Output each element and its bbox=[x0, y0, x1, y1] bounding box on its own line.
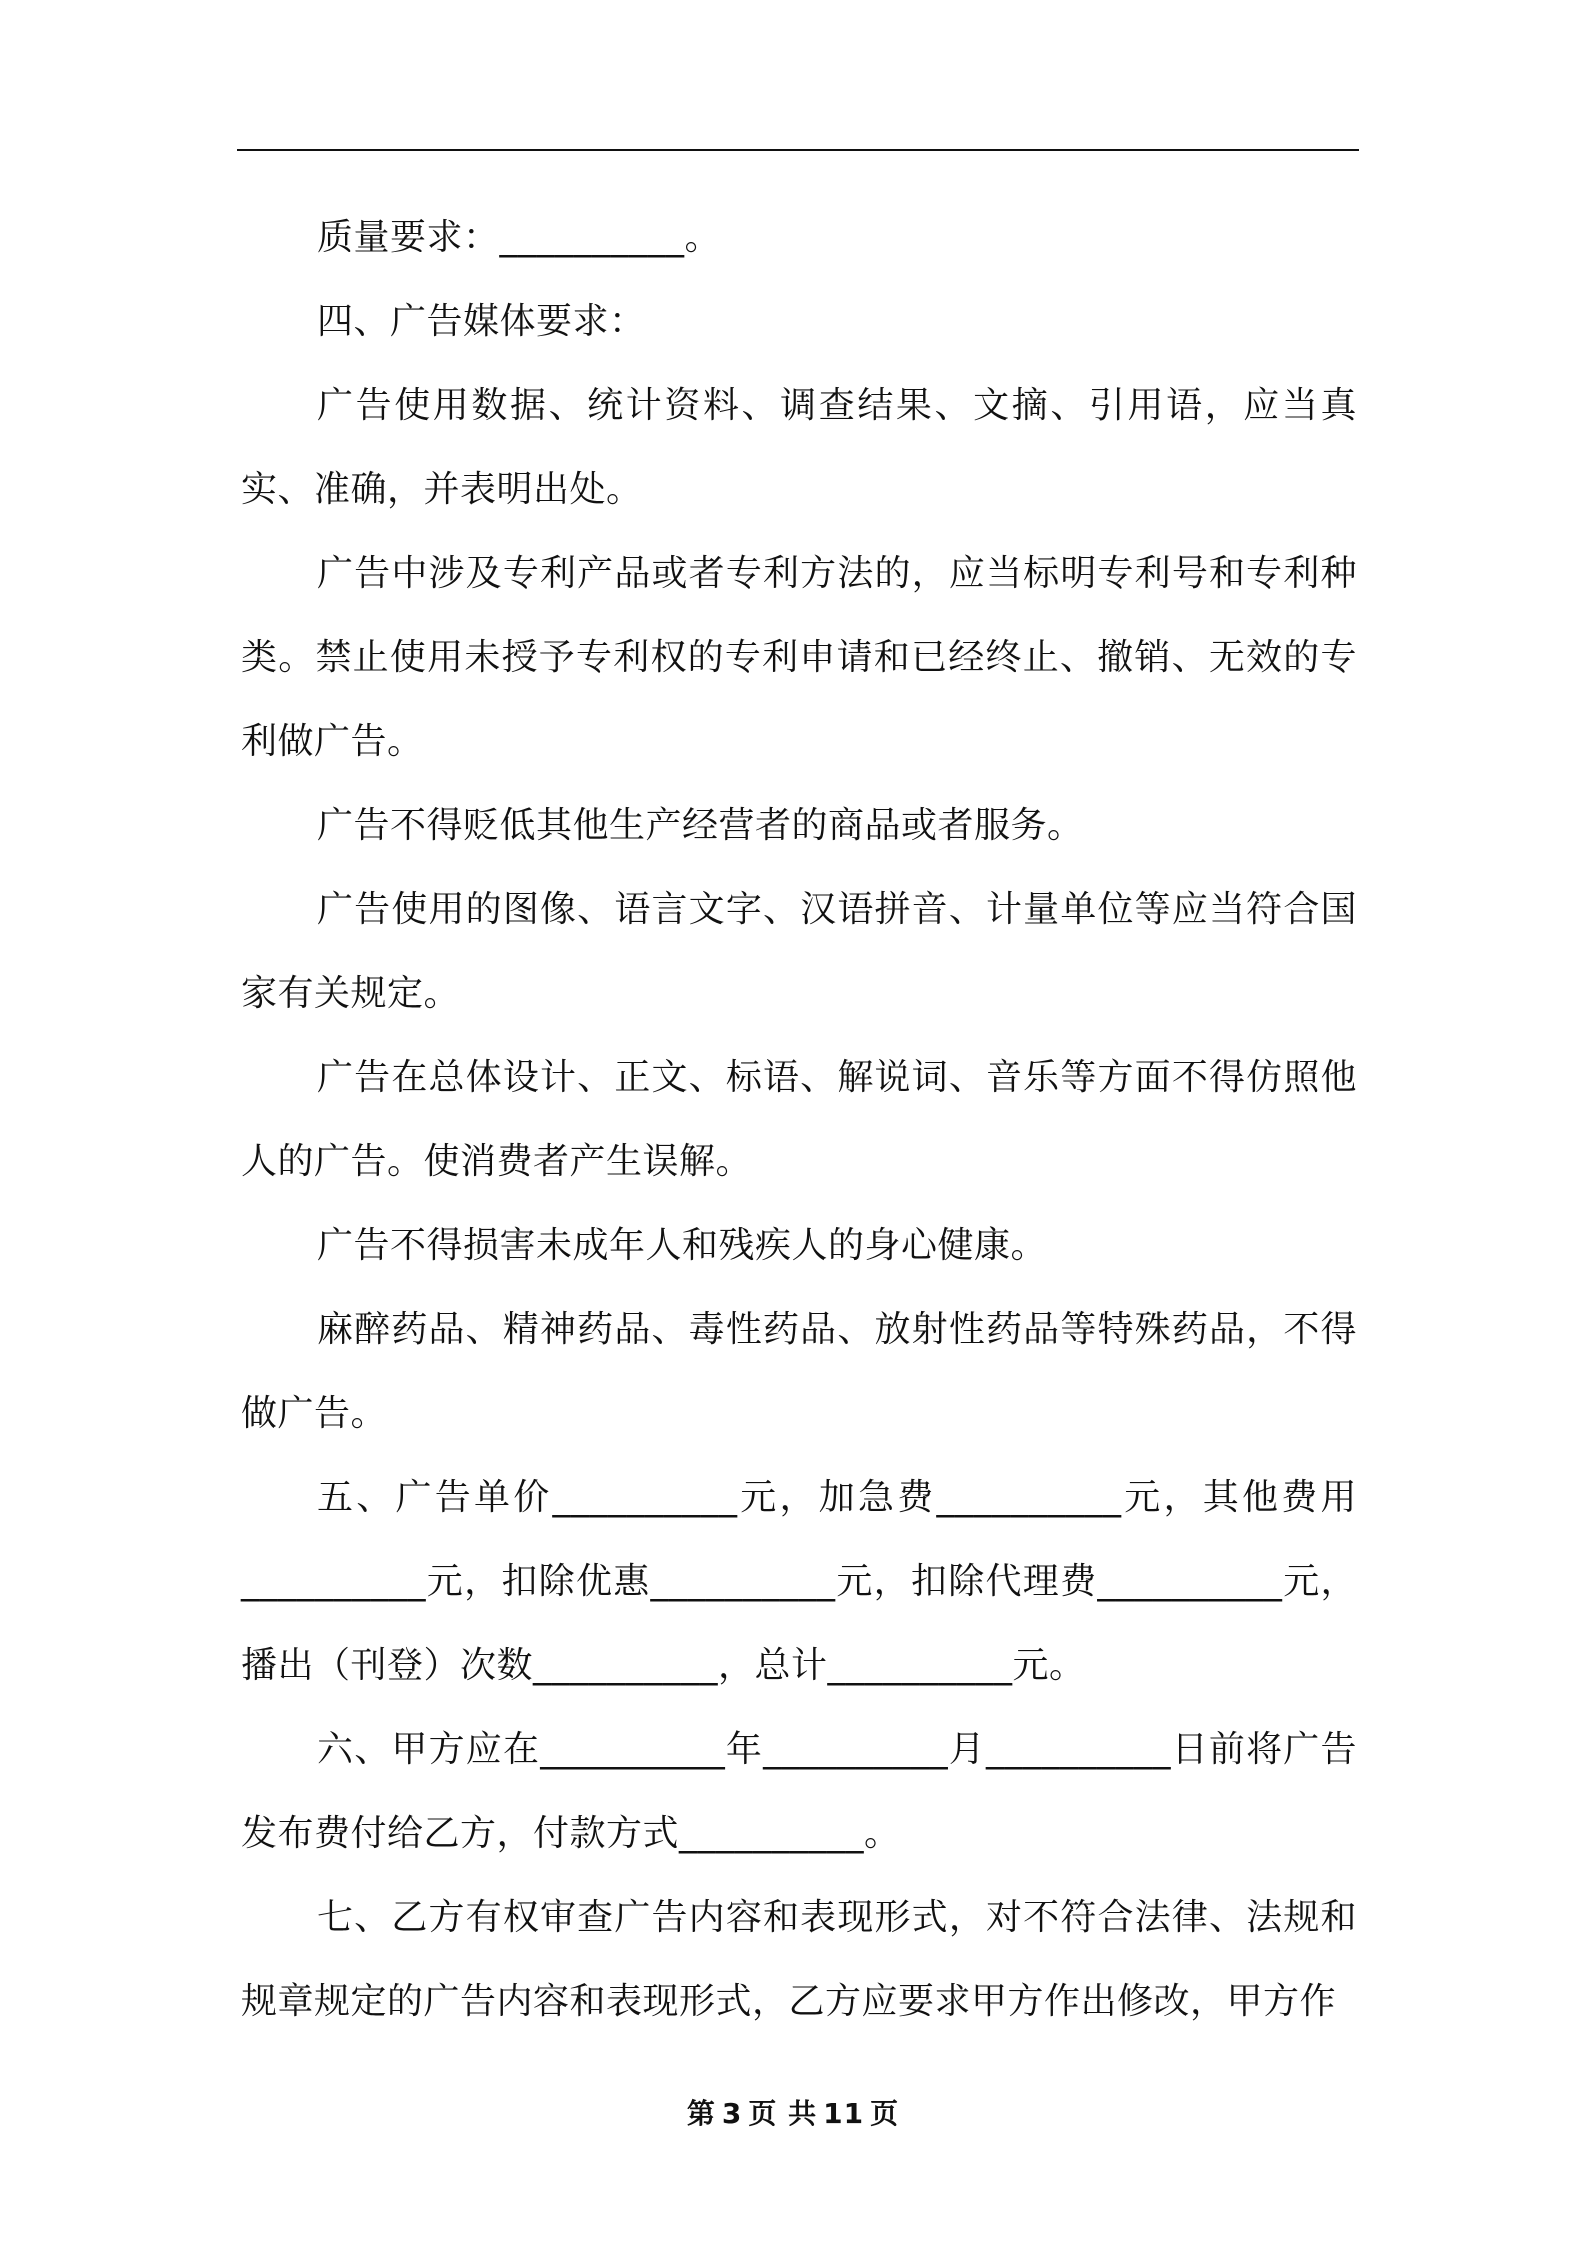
footer-prefix: 第 bbox=[686, 2097, 716, 2130]
document-body bbox=[241, 196, 1357, 2044]
paragraph-minors-protection: 广告不得损害未成年人和残疾人的身心健康。 bbox=[317, 1225, 1048, 1266]
paragraph-content-review: 七、乙方有权审查广告内容和表现形式，对不符合法律、法规和规章规定的广告内容和表现形式，乙方应要求甲方作出修改，甲方作 bbox=[241, 1897, 1357, 2022]
footer-middle: 页 共 bbox=[748, 2097, 818, 2130]
paragraph-media-requirements-heading: 四、广告媒体要求： bbox=[317, 301, 646, 342]
paragraph-data-accuracy: 广告使用数据、统计资料、调查结果、文摘、引用语，应当真实、准确，并表明出处。 bbox=[241, 385, 1357, 510]
paragraph-payment: 六、甲方应在__________年__________月__________日前将广告发布费付给乙方，付款方式__________。 bbox=[241, 1729, 1357, 1854]
paragraph-no-imitation: 广告在总体设计、正文、标语、解说词、音乐等方面不得仿照他人的广告。使消费者产生误解。 bbox=[241, 1057, 1357, 1182]
footer-suffix: 页 bbox=[870, 2097, 900, 2130]
paragraph-language-standards: 广告使用的图像、语言文字、汉语拼音、计量单位等应当符合国家有关规定。 bbox=[241, 889, 1357, 1014]
footer-total-pages: 11 bbox=[823, 2097, 865, 2130]
footer-current-page: 3 bbox=[721, 2097, 743, 2130]
header-divider bbox=[237, 149, 1359, 151]
paragraph-patent: 广告中涉及专利产品或者专利方法的，应当标明专利号和专利种类。禁止使用未授予专利权的专利申请和已经终止、撤销、无效的专利做广告。 bbox=[241, 553, 1357, 762]
paragraph-quality-requirement: 质量要求：__________。 bbox=[317, 217, 722, 258]
paragraph-no-disparagement: 广告不得贬低其他生产经营者的商品或者服务。 bbox=[317, 805, 1084, 846]
page-footer bbox=[0, 2092, 1586, 2132]
paragraph-special-drugs: 麻醉药品、精神药品、毒性药品、放射性药品等特殊药品，不得做广告。 bbox=[241, 1309, 1357, 1434]
paragraph-pricing: 五、广告单价__________元，加急费__________元，其他费用__________元，扣除优惠__________元，扣除代理费__________元，播出（刊登）次数__________，总计__________元。 bbox=[241, 1477, 1357, 1686]
